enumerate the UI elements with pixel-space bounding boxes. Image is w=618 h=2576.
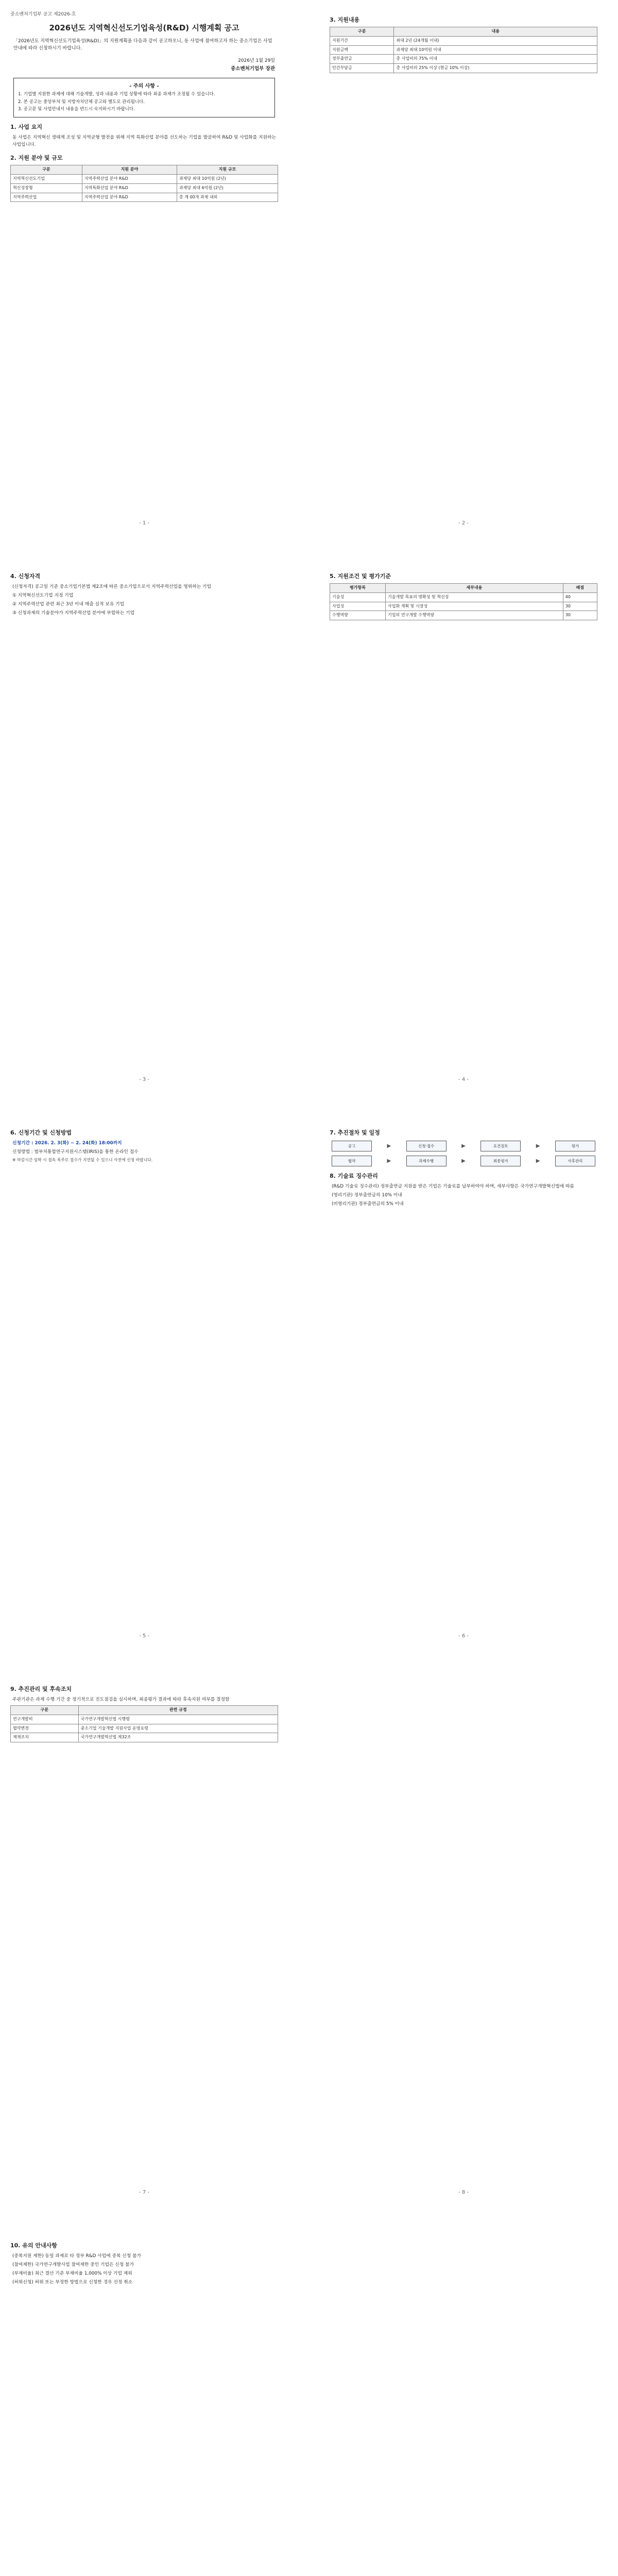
table-cell: 지역주력산업 — [11, 193, 82, 202]
page-number: - 2 - — [458, 520, 469, 526]
caution-line: 3. 공고문 및 사업안내서 내용을 반드시 숙지하시기 바랍니다. — [18, 107, 135, 112]
eligibility-item: ② 지역주력산업 관련 최근 3년 이내 매출 실적 보유 기업 — [12, 602, 125, 607]
eligibility-item: ① 지역혁신선도기업 지정 기업 — [12, 593, 74, 599]
table-row — [330, 55, 597, 64]
management-text: 주관기관은 과제 수행 기간 중 정기적으로 진도점검을 실시하며, 최종평가 결과에 따라 후속지원 여부를 결정함 — [12, 1697, 230, 1702]
management-table — [10, 1705, 278, 1742]
table-cell: 민간부담금 — [330, 64, 394, 73]
eligibility-text: (신청자격) 공고일 기준 중소기업기본법 제2조에 따른 중소기업으로서 지역주력산업을 영위하는 기업 — [12, 584, 212, 589]
table-cell: 국가연구개발혁신법 제32조 — [78, 1733, 278, 1742]
caution-item: (허위신청) 허위 또는 부정한 방법으로 신청한 경우 선정 취소 — [12, 2280, 133, 2285]
flow-step: 평가 — [555, 1141, 595, 1151]
table-cell: 사업성 — [330, 602, 386, 611]
criteria-table — [330, 583, 597, 620]
table-row — [11, 1724, 278, 1733]
table-header: 내용 — [394, 27, 597, 37]
page-1 — [10, 10, 278, 531]
page-4 — [330, 567, 597, 1087]
page-7 — [10, 1680, 278, 2200]
section-title: 4. 신청자격 — [10, 573, 41, 580]
flow-step: 협약 — [332, 1156, 372, 1166]
process-flow — [332, 1141, 595, 1151]
table-row — [11, 175, 278, 184]
page-number: - 4 - — [458, 1077, 469, 1082]
table-cell: 총 계 00개 과제 내외 — [177, 193, 278, 202]
page-number: - 8 - — [458, 2190, 469, 2195]
table-header: 지원 분야 — [82, 165, 177, 175]
issue-date: 2026년 1월 29일 — [238, 58, 275, 63]
table-cell: 총 사업비의 75% 이내 — [394, 55, 597, 64]
royalty-item: (영리기관) 정부출연금의 10% 이내 — [332, 1193, 402, 1198]
table-header: 평가항목 — [330, 584, 386, 593]
contents-table — [330, 27, 597, 73]
arrow-right-icon: ▶ — [461, 1158, 466, 1164]
page-9 — [10, 2236, 278, 2576]
section-title: 2. 지원 분야 및 규모 — [10, 155, 63, 162]
table-cell: 40 — [563, 592, 597, 602]
caution-item: (참여제한) 국가연구개발사업 참여제한 중인 기업은 신청 불가 — [12, 2262, 134, 2268]
table-cell: 지역혁신선도기업 — [11, 175, 82, 184]
caution-item: (중복지원 제한) 동일 과제로 타 정부 R&D 사업에 중복 신청 불가 — [12, 2253, 142, 2259]
apply-period: 신청기간 : 2026. 2. 3(화) ~ 2. 24(화) 18:00까지 — [12, 1141, 122, 1146]
table-cell: 기술개발 목표의 명확성 및 혁신성 — [386, 592, 563, 602]
table-cell: 수행역량 — [330, 611, 386, 620]
caution-line: 1. 기업별 지원한 과제에 대해 기술개발, 성과 내용과 기업 상황에 따라 최종 과제가 조정될 수 있습니다. — [18, 91, 215, 97]
arrow-right-icon: ▶ — [387, 1143, 391, 1149]
royalty-item: (비영리기관) 정부출연금의 5% 이내 — [332, 1201, 404, 1207]
section-title: 5. 지원조건 및 평가기준 — [330, 573, 391, 580]
table-header: 구분 — [11, 165, 82, 175]
flow-step: 사후관리 — [555, 1156, 595, 1166]
section-title: 10. 유의 안내사항 — [10, 2242, 57, 2249]
table-header: 지원 규모 — [177, 165, 278, 175]
page-number: - 1 - — [139, 520, 149, 526]
flow-step: 최종평가 — [480, 1156, 521, 1166]
table-cell: 연구개발비 — [11, 1715, 79, 1724]
caution-box — [13, 78, 275, 117]
section-title: 1. 사업 요지 — [10, 124, 42, 131]
table-cell: 정부출연금 — [330, 55, 394, 64]
page-number: - 3 - — [139, 1077, 149, 1082]
caution-title: - 주의 사항 - — [129, 83, 159, 89]
page-8 — [330, 1680, 597, 2200]
table-cell: 혁신성장형 — [11, 183, 82, 193]
process-flow — [332, 1156, 595, 1166]
caution-line: 2. 본 공고는 중앙부처 및 지방자치단체 공고와 별도로 관리됩니다. — [18, 99, 145, 105]
eligibility-item: ③ 신청과제의 기술분야가 지역주력산업 분야에 부합하는 기업 — [12, 611, 135, 616]
table-cell: 과제당 최대 10억원 (2년) — [177, 175, 278, 184]
table-row — [330, 611, 597, 620]
table-cell: 30 — [563, 602, 597, 611]
table-row — [330, 45, 597, 55]
table-row — [330, 592, 597, 602]
table-cell: 과제당 최대 10억원 이내 — [394, 45, 597, 55]
intro-text: 「2026년도 지역혁신선도기업육성(R&D)」의 지원계획을 다음과 같이 공고하오니, 동 사업에 참여하고자 하는 중소기업은 사업안내에 따라 신청하시기 바랍니다. — [13, 39, 272, 51]
support-table — [10, 165, 278, 202]
apply-notice: ※ 마감시간 임박 시 접속 폭주로 접수가 지연될 수 있으니 사전에 신청 바랍니다. — [12, 1158, 153, 1163]
table-row — [330, 36, 597, 45]
table-row — [11, 1733, 278, 1742]
flow-step: 공고 — [332, 1141, 372, 1151]
table-cell: 국가연구개발혁신법 시행령 — [78, 1715, 278, 1724]
table-cell: 지역특화산업 분야 R&D — [82, 183, 177, 193]
table-row — [330, 602, 597, 611]
page-number: - 6 - — [458, 1633, 469, 1639]
table-header: 세부내용 — [386, 584, 563, 593]
doc-title: 2026년도 지역혁신선도기업육성(R&D) 시행계획 공고 — [49, 23, 239, 32]
table-cell: 기술성 — [330, 592, 386, 602]
section-body: 동 사업은 지역혁신 생태계 조성 및 지역균형 발전을 위해 지역 특화산업 분야를 선도하는 기업을 발굴하여 R&D 및 사업화를 지원하는 사업입니다. — [12, 135, 276, 148]
header-note: 중소벤처기업부 공고 제2026-호 — [10, 12, 76, 17]
table-row — [11, 193, 278, 202]
table-header: 구분 — [330, 27, 394, 37]
table-header: 배점 — [563, 584, 597, 593]
table-cell: 30 — [563, 611, 597, 620]
table-header: 관련 규정 — [78, 1706, 278, 1715]
page-number: - 7 - — [139, 2190, 149, 2195]
flow-step: 신청·접수 — [406, 1141, 447, 1151]
table-cell: 지원기간 — [330, 36, 394, 45]
table-cell: 최대 2년 (24개월 이내) — [394, 36, 597, 45]
table-row — [330, 64, 597, 73]
apply-method: 신청방법 : 범부처통합연구지원시스템(IRIS)을 통한 온라인 접수 — [12, 1149, 139, 1155]
royalty-text: (R&D 기술료 징수관리) 정부출연금 지원을 받은 기업은 기술료를 납부하여야 하며, 세부사항은 국가연구개발혁신법에 따름 — [332, 1184, 574, 1189]
table-cell: 제재조치 — [11, 1733, 79, 1742]
page-2 — [330, 10, 597, 531]
table-header: 구분 — [11, 1706, 79, 1715]
flow-step: 과제수행 — [406, 1156, 447, 1166]
page-6 — [330, 1123, 597, 1643]
page-10 — [330, 2236, 597, 2576]
table-cell: 총 사업비의 25% 이상 (현금 10% 이상) — [394, 64, 597, 73]
page-5 — [10, 1123, 278, 1643]
section-title: 6. 신청기간 및 신청방법 — [10, 1129, 72, 1136]
issuer: 중소벤처기업부 장관 — [231, 65, 275, 72]
table-row — [11, 1715, 278, 1724]
page-number: - 5 - — [139, 1633, 149, 1639]
flow-step: 요건검토 — [480, 1141, 521, 1151]
section-title: 9. 추진관리 및 후속조치 — [10, 1686, 72, 1692]
table-cell: 협약변경 — [11, 1724, 79, 1733]
table-cell: 지원금액 — [330, 45, 394, 55]
table-cell: 사업화 계획 및 시장성 — [386, 602, 563, 611]
arrow-right-icon: ▶ — [461, 1143, 466, 1149]
section-title: 3. 지원내용 — [330, 16, 360, 23]
table-cell: 중소기업 기술개발 지원사업 운영요령 — [78, 1724, 278, 1733]
table-cell: 지역주력산업 분야 R&D — [82, 175, 177, 184]
arrow-right-icon: ▶ — [536, 1158, 540, 1164]
table-cell: 지역주력산업 분야 R&D — [82, 193, 177, 202]
section-title: 7. 추진절차 및 일정 — [330, 1129, 380, 1136]
table-cell: 과제당 최대 6억원 (2년) — [177, 183, 278, 193]
arrow-right-icon: ▶ — [387, 1158, 391, 1164]
caution-item: (부채비율) 최근 결산 기준 부채비율 1,000% 이상 기업 제외 — [12, 2271, 132, 2277]
section-title: 8. 기술료 징수관리 — [330, 1173, 378, 1179]
table-row — [11, 183, 278, 193]
table-cell: 기업의 연구개발 수행역량 — [386, 611, 563, 620]
arrow-right-icon: ▶ — [536, 1143, 540, 1149]
page-3 — [10, 567, 278, 1087]
